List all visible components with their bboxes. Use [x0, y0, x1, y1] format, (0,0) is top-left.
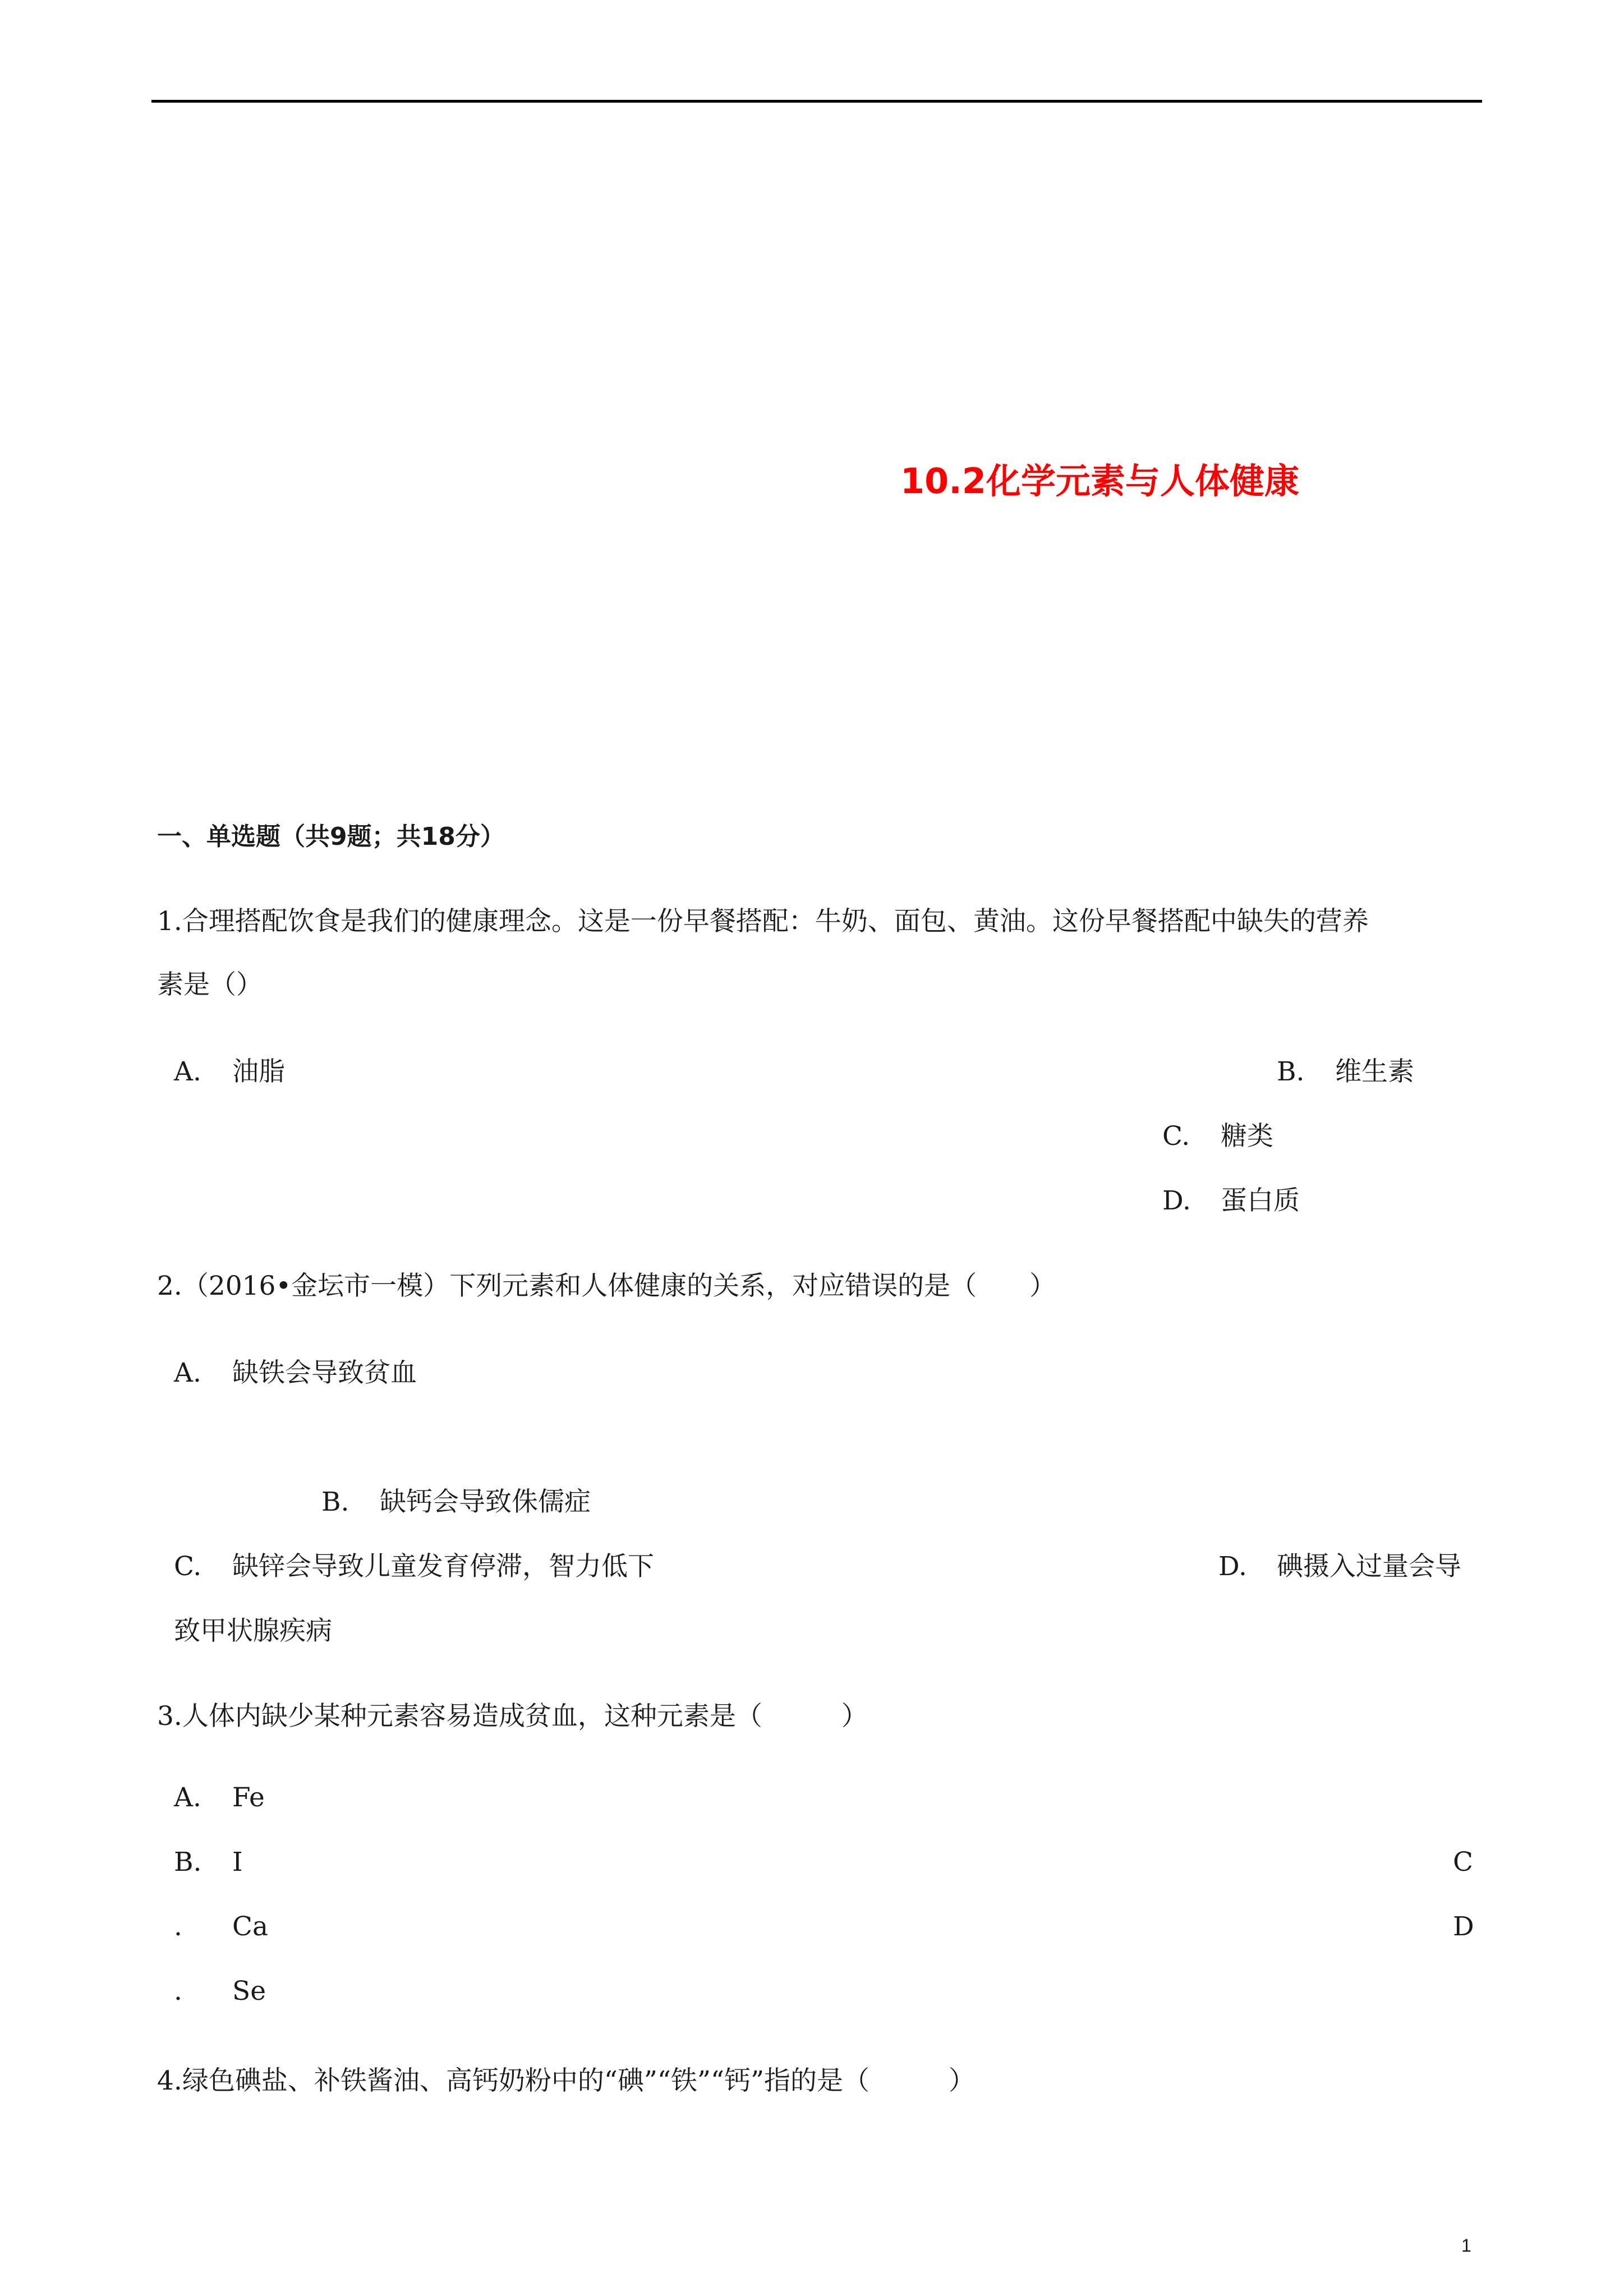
question-1-stem-line2: 素是（） [157, 969, 263, 1000]
question-3-option-c-letter: C [1453, 1847, 1473, 1878]
option-letter: A. [174, 1782, 201, 1813]
question-1-option-d [1162, 1180, 1300, 1217]
document-title: 10.2化学元素与人体健康 [900, 461, 1299, 501]
question-4-stem: 4.绿色碘盐、补铁酱油、高钙奶粉中的“碘”“铁”“钙”指的是（ ） [157, 2065, 976, 2096]
option-letter: D. [1218, 1551, 1247, 1582]
question-2-stem: 2.（2016•金坛市一模）下列元素和人体健康的关系，对应错误的是（ ） [157, 1271, 1056, 1301]
question-1-stem-line1: 1.合理搭配饮食是我们的健康理念。这是一份早餐搭配：牛奶、面包、黄油。这份早餐搭配中缺失的营养 [157, 906, 1369, 937]
question-3-option-b [174, 1847, 243, 1878]
question-1-option-c [1162, 1115, 1273, 1153]
option-text: 糖类 [1221, 1121, 1273, 1152]
question-3-option-c [174, 1911, 268, 1942]
question-2-option-a [174, 1352, 417, 1389]
option-text: 碘摄入过量会导 [1277, 1551, 1461, 1582]
option-letter: C. [1162, 1121, 1190, 1152]
question-1-option-a [174, 1051, 285, 1088]
option-letter: A. [174, 1056, 201, 1087]
page-number: 1 [1461, 2235, 1471, 2256]
option-text: 蛋白质 [1221, 1185, 1300, 1216]
question-2-option-c [174, 1545, 654, 1583]
question-3-option-a [174, 1782, 265, 1813]
question-3-option-d [174, 1976, 266, 2007]
option-letter: D. [1162, 1185, 1191, 1216]
option-letter: B. [1277, 1056, 1305, 1087]
question-2-option-d [1218, 1545, 1461, 1583]
question-1-option-b [1277, 1051, 1414, 1088]
option-text: 油脂 [232, 1056, 285, 1087]
option-text: 缺铁会导致贫血 [232, 1358, 417, 1388]
header-rule [151, 100, 1482, 103]
option-letter: B. [321, 1487, 349, 1517]
option-letter: C. [174, 1551, 202, 1582]
option-text: 维生素 [1335, 1056, 1414, 1087]
option-text: Fe [232, 1782, 265, 1813]
option-letter: B. [174, 1847, 202, 1878]
option-letter-dot: . [174, 1911, 182, 1942]
option-letter-dot: . [174, 1976, 182, 2007]
option-text: Ca [232, 1911, 268, 1942]
question-2-option-d-continued: 致甲状腺疾病 [174, 1616, 332, 1646]
question-3-stem: 3.人体内缺少某种元素容易造成贫血，这种元素是（ ） [157, 1701, 868, 1732]
question-2-option-b [321, 1481, 591, 1519]
option-text: I [232, 1847, 243, 1878]
option-text: 缺锌会导致儿童发育停滞，智力低下 [232, 1551, 654, 1582]
question-3-option-d-letter: D [1453, 1911, 1474, 1942]
option-text: 缺钙会导致侏儒症 [380, 1487, 591, 1517]
option-text: Se [232, 1976, 266, 2007]
option-letter: A. [174, 1358, 201, 1388]
section-heading: 一、单选题（共9题；共18分） [157, 822, 505, 851]
